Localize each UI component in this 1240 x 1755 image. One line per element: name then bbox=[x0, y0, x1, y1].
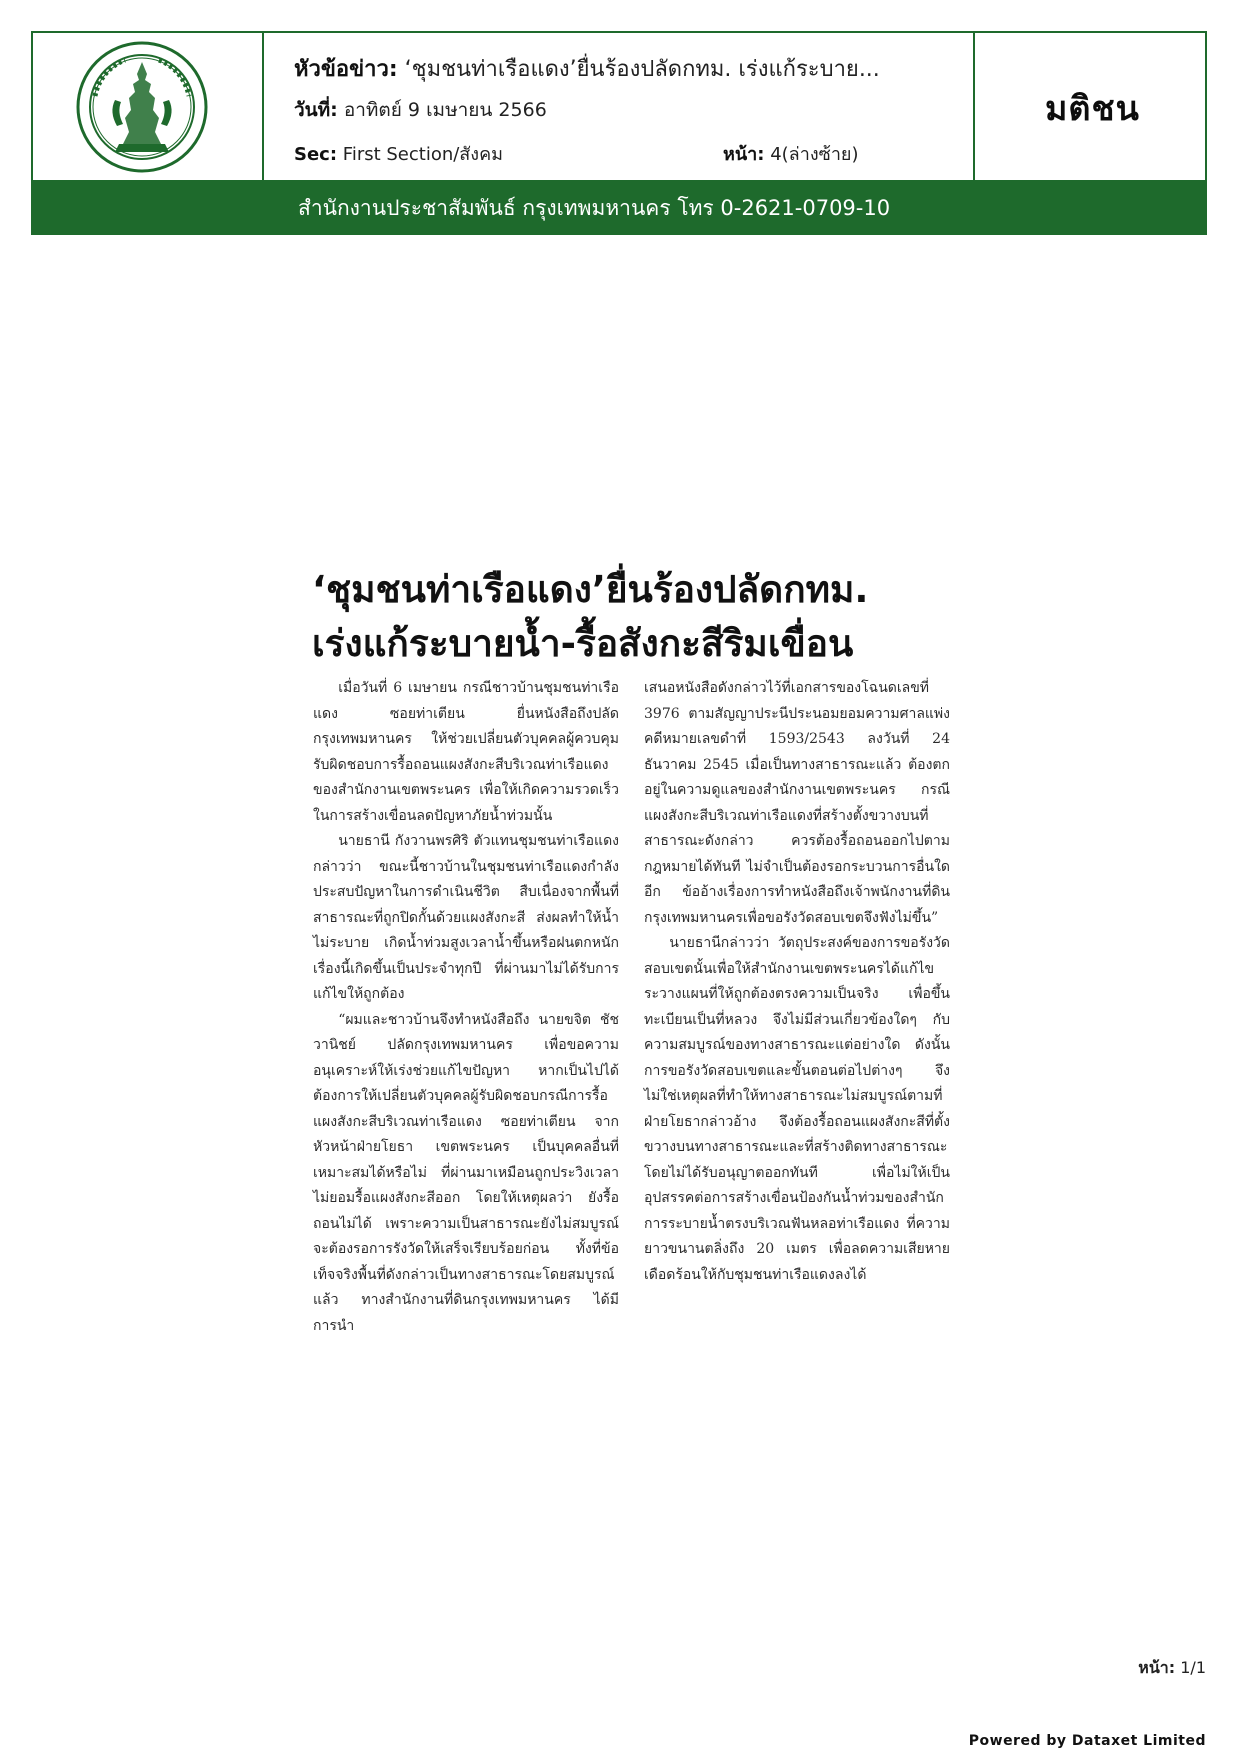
brand-cell bbox=[975, 33, 1207, 180]
contact-banner: สำนักงานประชาสัมพันธ์ กรุงเทพมหานคร โทร 0-2621-0709-10 bbox=[31, 182, 1207, 235]
powered-by: Powered by Dataxet Limited bbox=[968, 1733, 1206, 1749]
paragraph: นายธานี กังวานพรศิริ ตัวแทนชุมชนท่าเรือแดง กล่าวว่า ขณะนี้ชาวบ้านในชุมชนท่าเรือแดงกำลังประสบปัญหาในการดำเนินชีวิต สืบเนื่องจากพื้นที่สาธารณะที่ถูกปิดกั้นด้วยแผงสังกะสี ส่งผลทำให้น้ำไม่ระบาย เกิดน้ำท่วมสูงเวลาน้ำขึ้นหรือฝนตกหนัก เรื่องนี้เกิดขึ้นเป็นประจำทุกปี ที่ผ่านมาไม่ได้รับการแก้ไขให้ถูกต้อง bbox=[313, 833, 619, 1002]
paragraph: เมื่อวันที่ 6 เมษายน กรณีชาวบ้านชุมชนท่าเรือแดง ซอยท่าเตียน ยื่นหนังสือถึงปลัดกรุงเทพมหานคร ให้ช่วยเปลี่ยนตัวบุคคลผู้ควบคุมรับผิดชอบการรื้อถอนแผงสังกะสีบริเวณท่าเรือแดงของสำนักงานเขตพระนคร เพื่อให้เกิดความรวดเร็วในการสร้างเขื่อนลดปัญหาภัยน้ำท่วมนั้น bbox=[313, 680, 619, 824]
publication-logo: มติชน bbox=[1045, 89, 1140, 129]
meta-headline: หัวข้อข่าว: ‘ชุมชนท่าเรือแดง’ยื่นร้องปลัดกทม. เร่งแก้ระบาย... bbox=[294, 57, 880, 82]
article-title-line-1: ‘ชุมชนท่าเรือแดง’ยื่นร้องปลัดกทม. bbox=[312, 568, 869, 611]
meta-date: วันที่: อาทิตย์ 9 เมษายน 2566 bbox=[294, 99, 547, 121]
meta-cell bbox=[264, 33, 975, 180]
paragraph: นายธานีกล่าวว่า วัตถุประสงค์ของการขอรังวัดสอบเขตนั้นเพื่อให้สำนักงานเขตพระนครได้แก้ไขระวางแผนที่ให้ถูกต้องตรงความเป็นจริง เพื่อขึ้นทะเบียนเป็นที่หลวง จึงไม่มีส่วนเกี่ยวข้องใดๆ กับความสมบูรณ์ของทางสาธารณะแต่อย่างใด ดังนั้น การขอรังวัดสอบเขตและขั้นตอนต่อไปต่างๆ จึงไม่ใช่เหตุผลที่ทำให้ทางสาธารณะไม่สมบูรณ์ตามที่ฝ่ายโยธากล่าวอ้าง จึงต้องรื้อถอนแผงสังกะสีที่ตั้งขวางบนทางสาธารณะและที่สร้างติดทางสาธารณะโดยไม่ได้รับอนุญาตออกทันที เพื่อไม่ให้เป็นอุปสรรคต่อการสร้างเขื่อนป้องกันน้ำท่วมของสำนักการระบายน้ำตรงบริเวณฟันหลอท่าเรือแดง ที่ความยาวขนานตลิ่งถึง 20 เมตร เพื่อลดความเสียหายเดือดร้อนให้กับชุมชนท่าเรือแดงลงได้ bbox=[644, 935, 950, 1283]
bma-seal-icon bbox=[75, 40, 209, 174]
logo-cell bbox=[33, 33, 264, 180]
article-column-right bbox=[644, 676, 950, 1288]
meta-page: หน้า: 4(ล่างซ้าย) bbox=[723, 144, 859, 165]
clipping-header bbox=[31, 31, 1207, 182]
page-number: หน้า: 1/1 bbox=[1138, 1658, 1206, 1677]
paragraph: “ผมและชาวบ้านจึงทำหนังสือถึง นายขจิต ชัชวานิชย์ ปลัดกรุงเทพมหานคร เพื่อขอความอนุเคราะห์ให้เร่งช่วยแก้ไขปัญหา หากเป็นไปได้ต้องการให้เปลี่ยนตัวบุคคลผู้รับผิดชอบกรณีการรื้อแผงสังกะสีบริเวณท่าเรือแดง ซอยท่าเตียน จากหัวหน้าฝ่ายโยธา เขตพระนคร เป็นบุคคลอื่นที่เหมาะสมได้หรือไม่ ที่ผ่านมาเหมือนถูกประวิงเวลาไม่ยอมรื้อแผงสังกะสีออก โดยให้เหตุผลว่า ยังรื้อถอนไม่ได้ เพราะความเป็นสาธารณะยังไม่สมบูรณ์ จะต้องรอการรังวัดให้เสร็จเรียบร้อยก่อน ทั้งที่ข้อเท็จจริงพื้นที่ดังกล่าวเป็นทางสาธารณะโดยสมบูรณ์แล้ว ทางสำนักงานที่ดินกรุงเทพมหานคร ได้มีการนำ bbox=[313, 1011, 619, 1334]
paragraph: เสนอหนังสือดังกล่าวไว้ที่เอกสารของโฉนดเลขที่ 3976 ตามสัญญาประนีประนอมยอมความศาลแพ่ง คดีหมายเลขดำที่ 1593/2543 ลงวันที่ 24 ธันวาคม 2545 เมื่อเป็นทางสาธารณะแล้ว ต้องตกอยู่ในความดูแลของสำนักงานเขตพระนคร กรณีแผงสังกะสีบริเวณท่าเรือแดงที่สร้างตั้งขวางบนที่สาธารณะดังกล่าว ควรต้องรื้อถอนออกไปตามกฎหมายได้ทันที ไม่จำเป็นต้องรอกระบวนการอื่นใดอีก ข้ออ้างเรื่องการทำหนังสือถึงเจ้าพนักงานที่ดินกรุงเทพมหานครเพื่อขอรังวัดสอบเขตจึงฟังไม่ขึ้น” bbox=[644, 680, 950, 926]
meta-section: Sec: First Section/สังคม bbox=[294, 144, 503, 165]
article-title-line-2: เร่งแก้ระบายน้ำ-รื้อสังกะสีริมเขื่อน bbox=[312, 622, 854, 665]
article-column-left bbox=[313, 676, 619, 1339]
article-title bbox=[312, 563, 960, 671]
